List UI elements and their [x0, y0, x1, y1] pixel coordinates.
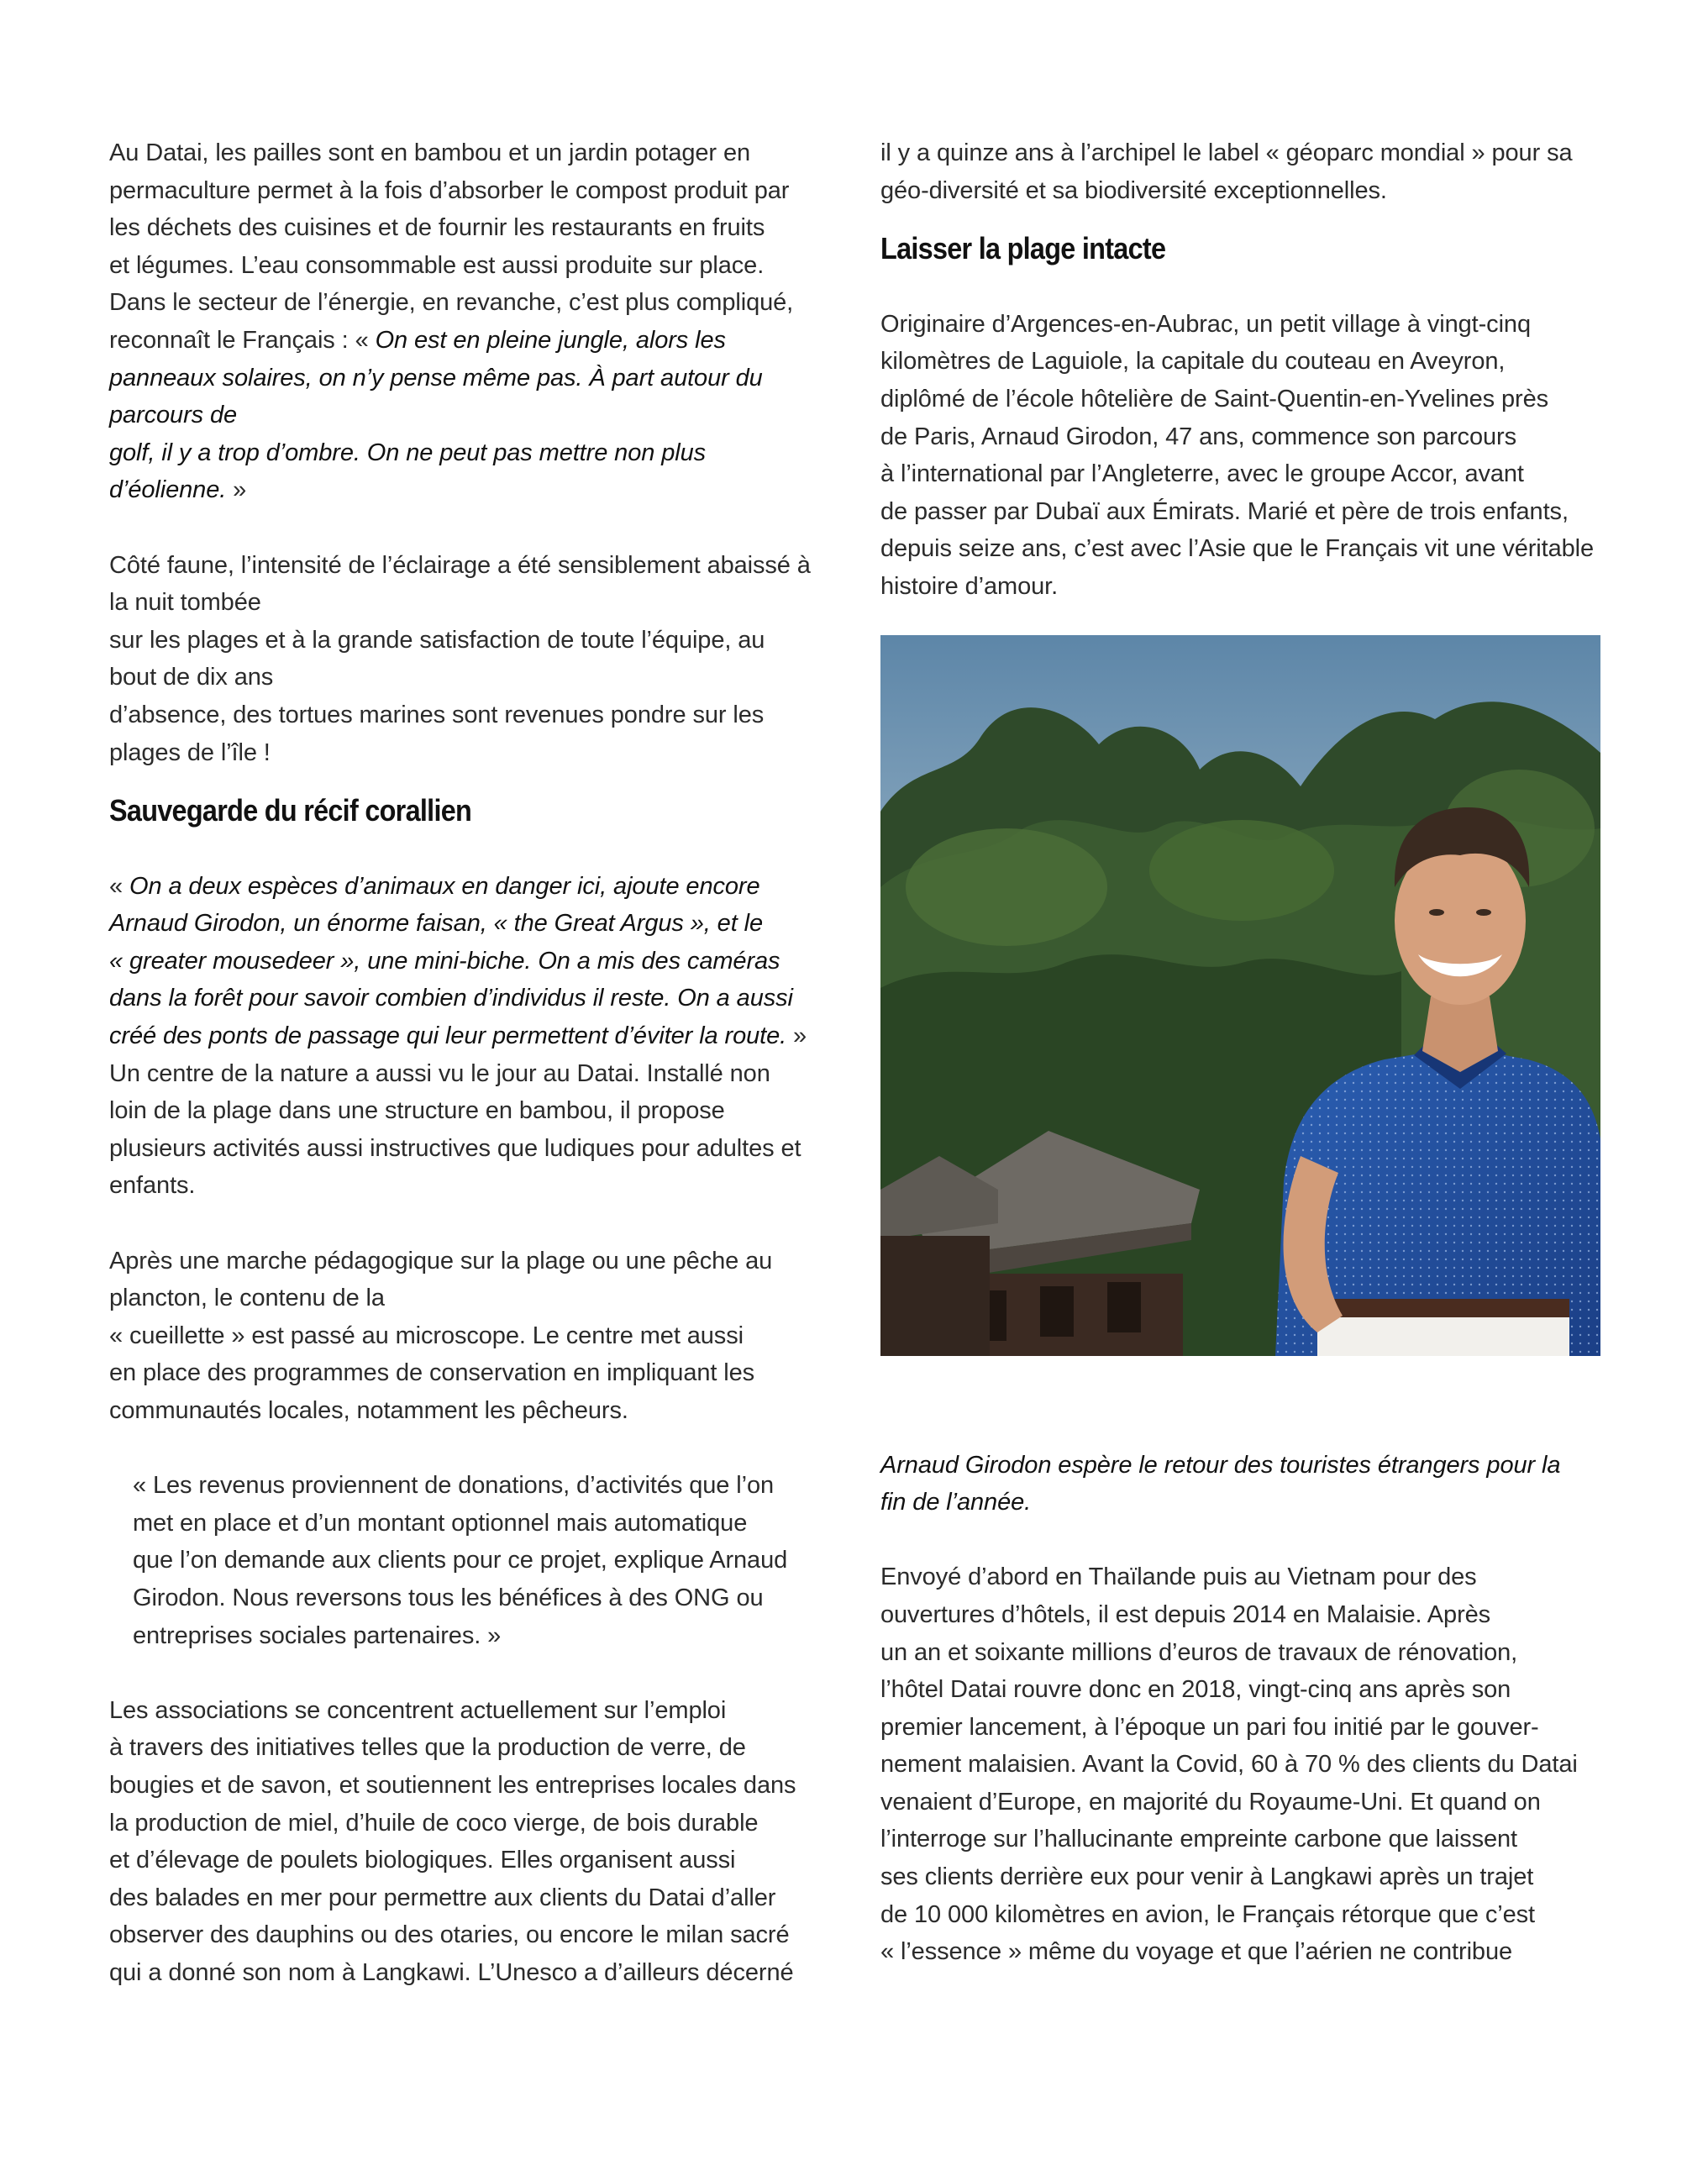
- body-text: Girodon. Nous reversons tous les bénéfices à des ONG ou: [133, 1584, 764, 1611]
- body-text: qui a donné son nom à Langkawi. L’Unesco a d’ailleurs décerné: [109, 1958, 794, 1986]
- text-line: [109, 1317, 849, 1355]
- body-text: diplômé de l’école hôtelière de Saint-Quentin-en-Yvelines près: [880, 385, 1548, 413]
- paragraph: [109, 868, 849, 1205]
- body-text: et légumes. L’eau consommable est aussi produite sur place.: [109, 251, 765, 279]
- body-text: plusieurs activités aussi instructives que ludiques pour adultes et: [109, 1134, 801, 1162]
- text-line: [880, 1671, 1620, 1709]
- body-text: que l’on demande aux clients pour ce projet, explique Arnaud: [133, 1547, 788, 1574]
- body-text: un an et soixante millions d’euros de travaux de rénovation,: [880, 1638, 1518, 1666]
- text-line: [109, 1467, 849, 1505]
- text-line: [880, 1634, 1620, 1672]
- text-line: [880, 1709, 1620, 1747]
- body-text: Dans le secteur de l’énergie, en revanche, c’est plus compliqué,: [109, 289, 794, 317]
- text-line: [880, 381, 1620, 418]
- text-line: [109, 943, 849, 980]
- body-text: ouvertures d’hôtels, il est depuis 2014 en Malaisie. Après: [880, 1600, 1491, 1628]
- text-line: [880, 568, 1620, 606]
- body-text: observer des dauphins ou des otaries, ou encore le milan sacré: [109, 1921, 790, 1949]
- text-line: [109, 1392, 849, 1430]
- body-text: bout de dix ans: [109, 664, 274, 691]
- text-line: [109, 172, 849, 210]
- section-heading: Laisser la plage intacte: [880, 231, 1166, 266]
- text-line: [109, 905, 849, 943]
- text-line: [880, 530, 1620, 568]
- body-text: et d’élevage de poulets biologiques. Elles organisent aussi: [109, 1847, 736, 1874]
- text-line: [109, 1729, 849, 1767]
- body-text: met en place et d’un montant optionnel mais automatique: [133, 1509, 748, 1537]
- text-line: [109, 868, 849, 906]
- body-text: de passer par Dubaï aux Émirats. Marié et père de trois enfants,: [880, 497, 1569, 525]
- text-line: [109, 1805, 849, 1842]
- text-line: [109, 1692, 849, 1730]
- text-line: [109, 1167, 849, 1205]
- text-line: [109, 1280, 849, 1317]
- body-text: loin de la plage dans une structure en bambou, il propose: [109, 1097, 725, 1125]
- italic-quote-text: d’éolienne.: [109, 476, 227, 504]
- photo-caption: [880, 1447, 1620, 1521]
- body-text: à travers des initiatives telles que la production de verre, de: [109, 1734, 746, 1762]
- text-line: [109, 284, 849, 322]
- body-text: Les associations se concentrent actuellement sur l’emploi: [109, 1696, 727, 1724]
- text-line: [109, 434, 849, 472]
- text-line: [880, 1484, 1620, 1521]
- body-text: « Les revenus proviennent de donations, d’activités que l’on: [133, 1472, 775, 1500]
- text-line: [880, 1896, 1620, 1934]
- body-text: la production de miel, d’huile de coco vierge, de bois durable: [109, 1809, 759, 1837]
- text-line: [880, 418, 1620, 456]
- text-line: [109, 360, 849, 397]
- text-line: [109, 209, 849, 247]
- body-text: ses clients derrière eux pour venir à Langkawi après un trajet: [880, 1863, 1534, 1891]
- text-line: [109, 397, 849, 434]
- text-line: [880, 1447, 1620, 1485]
- right-column: [880, 134, 1620, 1971]
- body-text: les déchets des cuisines et de fournir les restaurants en fruits: [109, 214, 765, 242]
- text-line: [109, 980, 849, 1017]
- text-line: [880, 172, 1620, 210]
- text-line: [109, 1017, 849, 1055]
- body-text: sur les plages et à la grande satisfaction de toute l’équipe, au: [109, 626, 765, 654]
- text-line: [880, 455, 1620, 493]
- text-line: [109, 1916, 849, 1954]
- text-line: [109, 734, 849, 772]
- text-line: [109, 1842, 849, 1879]
- body-text: l’interroge sur l’hallucinante empreinte carbone que laissent: [880, 1826, 1518, 1853]
- text-line: [109, 547, 849, 585]
- portrait-photo: [880, 635, 1600, 1356]
- text-line: [109, 1243, 849, 1280]
- body-text: depuis seize ans, c’est avec l’Asie que le Français vit une véritable: [880, 535, 1595, 563]
- body-text: nement malaisien. Avant la Covid, 60 à 70 % des clients du Datai: [880, 1751, 1578, 1779]
- text-line: [880, 343, 1620, 381]
- italic-quote-text: golf, il y a trop d’ombre. On ne peut pas mettre non plus: [109, 439, 707, 466]
- italic-quote-text: Arnaud Girodon espère le retour des touristes étrangers pour la: [880, 1451, 1561, 1479]
- paragraph: [880, 134, 1620, 209]
- italic-quote-text: fin de l’année.: [880, 1489, 1032, 1516]
- paragraph: [109, 547, 849, 772]
- body-text: Après une marche pédagogique sur la plage ou une pêche au: [109, 1247, 773, 1274]
- body-text: Au Datai, les pailles sont en bambou et un jardin potager en: [109, 139, 750, 166]
- text-line: [880, 493, 1620, 531]
- body-text: Envoyé d’abord en Thaïlande puis au Vietnam pour des: [880, 1563, 1477, 1591]
- italic-quote-text: dans la forêt pour savoir combien d’individus il reste. On a aussi: [109, 985, 793, 1012]
- body-text: Côté faune, l’intensité de l’éclairage a été sensiblement abaissé à: [109, 551, 811, 579]
- italic-quote-text: « greater mousedeer », une mini-biche. On a mis des caméras: [109, 947, 780, 975]
- body-text: permaculture permet à la fois d’absorber le compost produit par: [109, 176, 790, 204]
- paragraph: [880, 1558, 1620, 1971]
- body-text: histoire d’amour.: [880, 572, 1059, 600]
- body-text: Originaire d’Argences-en-Aubrac, un petit village à vingt-cinq: [880, 310, 1531, 338]
- paragraph: [109, 1692, 849, 1992]
- text-line: [880, 1821, 1620, 1858]
- paragraph: [880, 306, 1620, 606]
- text-line: [109, 1542, 849, 1579]
- body-text: à l’international par l’Angleterre, avec le groupe Accor, avant: [880, 460, 1524, 488]
- body-text: d’absence, des tortues marines sont revenues pondre sur les: [109, 701, 765, 728]
- italic-quote-text: créé des ponts de passage qui leur permettent d’éviter la route.: [109, 1022, 787, 1050]
- text-line: [109, 1767, 849, 1805]
- body-text: « cueillette » est passé au microscope. Le centre met aussi: [109, 1322, 744, 1349]
- italic-quote-text: parcours de: [109, 402, 238, 429]
- italic-quote-text: panneaux solaires, on n’y pense même pas. À part autour du: [109, 364, 763, 392]
- text-line: [880, 1784, 1620, 1821]
- body-text: bougies et de savon, et soutiennent les entreprises locales dans: [109, 1771, 796, 1799]
- body-text: Un centre de la nature a aussi vu le jour au Datai. Installé non: [109, 1059, 770, 1087]
- italic-quote-text: On est en pleine jungle, alors les: [375, 326, 726, 354]
- body-text: en place des programmes de conservation en impliquant les: [109, 1359, 755, 1387]
- text-line: [109, 1354, 849, 1392]
- body-text: la nuit tombée: [109, 589, 261, 617]
- text-line: [109, 1954, 849, 1992]
- text-line: [109, 622, 849, 660]
- text-line: [109, 247, 849, 285]
- body-text: plages de l’île !: [109, 738, 271, 766]
- text-line: [880, 1933, 1620, 1971]
- left-column: [109, 134, 849, 1992]
- text-line: [109, 1505, 849, 1542]
- text-line: [109, 1617, 849, 1655]
- body-text: des balades en mer pour permettre aux clients du Datai d’aller: [109, 1884, 776, 1911]
- text-line: [880, 1746, 1620, 1784]
- section-heading: Sauvegarde du récif corallien: [109, 793, 472, 828]
- text-line: [880, 1596, 1620, 1634]
- text-line: [109, 322, 849, 360]
- text-line: [880, 134, 1620, 172]
- body-text: kilomètres de Laguiole, la capitale du couteau en Aveyron,: [880, 348, 1506, 376]
- paragraph: [109, 134, 849, 509]
- body-text: de Paris, Arnaud Girodon, 47 ans, commence son parcours: [880, 423, 1516, 450]
- text-line: [880, 1558, 1620, 1596]
- body-text: l’hôtel Datai rouvre donc en 2018, vingt-cinq ans après son: [880, 1676, 1511, 1704]
- quote-block: [109, 1467, 849, 1654]
- body-text: «: [109, 872, 129, 900]
- body-text: venaient d’Europe, en majorité du Royaume-Uni. Et quand on: [880, 1788, 1541, 1816]
- body-text: « l’essence » même du voyage et que l’aérien ne contribue: [880, 1938, 1512, 1966]
- body-text: entreprises sociales partenaires. »: [133, 1621, 502, 1649]
- text-line: [109, 134, 849, 172]
- body-text: reconnaît le Français : «: [109, 326, 376, 354]
- text-line: [109, 659, 849, 696]
- paragraph: [109, 1243, 849, 1430]
- italic-quote-text: On a deux espèces d’animaux en danger ici, ajoute encore: [129, 872, 760, 900]
- text-line: [109, 1055, 849, 1093]
- body-text: enfants.: [109, 1172, 196, 1200]
- text-line: [109, 1879, 849, 1917]
- body-text: plancton, le contenu de la: [109, 1285, 385, 1312]
- text-line: [109, 584, 849, 622]
- body-text: premier lancement, à l’époque un pari fou initié par le gouver-: [880, 1713, 1539, 1741]
- text-line: [109, 1092, 849, 1130]
- text-line: [109, 696, 849, 734]
- body-text: »: [786, 1022, 807, 1050]
- body-text: géo-diversité et sa biodiversité exceptionnelles.: [880, 176, 1387, 204]
- text-line: [109, 1130, 849, 1168]
- text-line: [109, 471, 849, 509]
- body-text: »: [226, 476, 247, 504]
- body-text: de 10 000 kilomètres en avion, le Français rétorque que c’est: [880, 1900, 1535, 1928]
- text-line: [109, 1579, 849, 1617]
- italic-quote-text: Arnaud Girodon, un énorme faisan, « the Great Argus », et le: [109, 910, 763, 938]
- body-text: il y a quinze ans à l’archipel le label « géoparc mondial » pour sa: [880, 139, 1573, 166]
- text-line: [880, 306, 1620, 344]
- text-line: [880, 1858, 1620, 1896]
- body-text: communautés locales, notamment les pêcheurs.: [109, 1397, 628, 1424]
